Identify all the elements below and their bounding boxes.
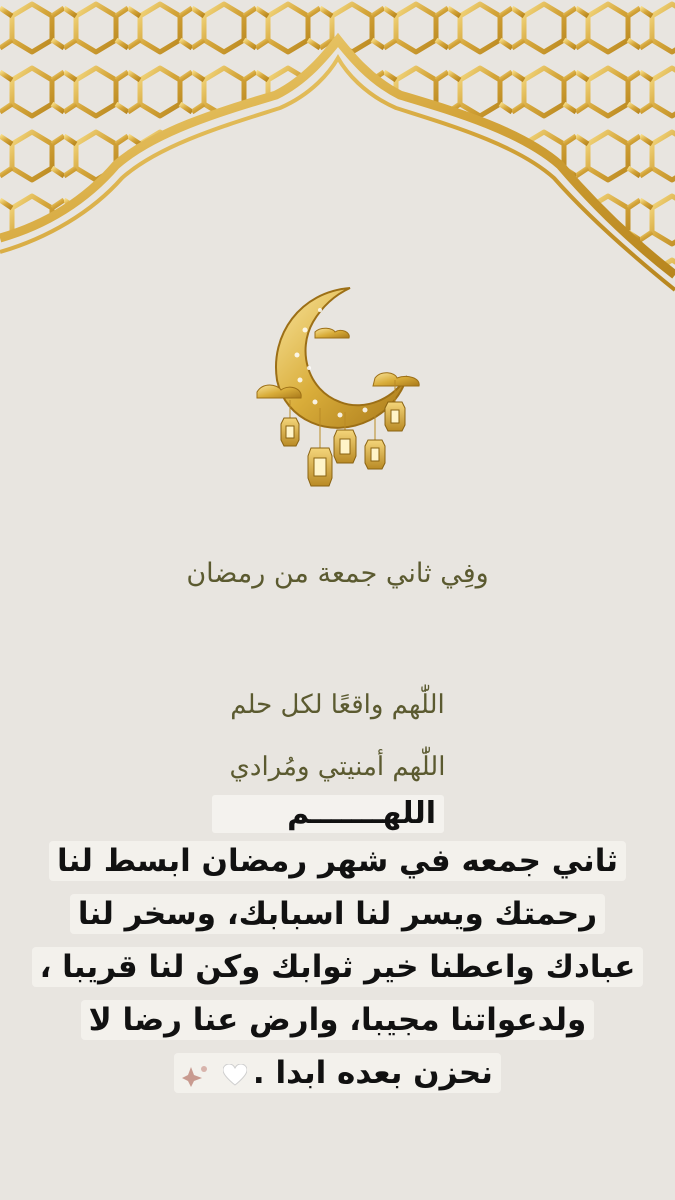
white-heart-icon xyxy=(223,1064,247,1086)
prayer-line-1: اللّٰهم واقعًا لكل حلم xyxy=(230,690,445,720)
sparkle-icon xyxy=(182,1063,212,1087)
dua-line: عبادك واعطنا خير ثوابك وكن لنا قريبا ، xyxy=(30,941,645,994)
golden-lattice-header xyxy=(0,0,675,300)
dua-line: رحمتك ويسر لنا اسبابك، وسخر لنا xyxy=(30,888,645,941)
dua-paragraph xyxy=(30,835,645,1100)
dua-line: ولدعواتنا مجيبا، وارض عنا رضا لا xyxy=(30,994,645,1047)
ramadan-friday-subtitle: وفِي ثاني جمعة من رمضان xyxy=(186,558,489,589)
dua-heading: اللهـــــــم xyxy=(287,796,436,831)
prayer-line-2: اللّٰهم أمنيتي ومُرادي xyxy=(229,752,446,782)
dua-line-last: نحزن بعده ابدا . xyxy=(30,1047,645,1100)
dua-line: ثاني جمعه في شهر رمضان ابسط لنا xyxy=(30,835,645,888)
crescent-lanterns-icon xyxy=(245,280,435,500)
